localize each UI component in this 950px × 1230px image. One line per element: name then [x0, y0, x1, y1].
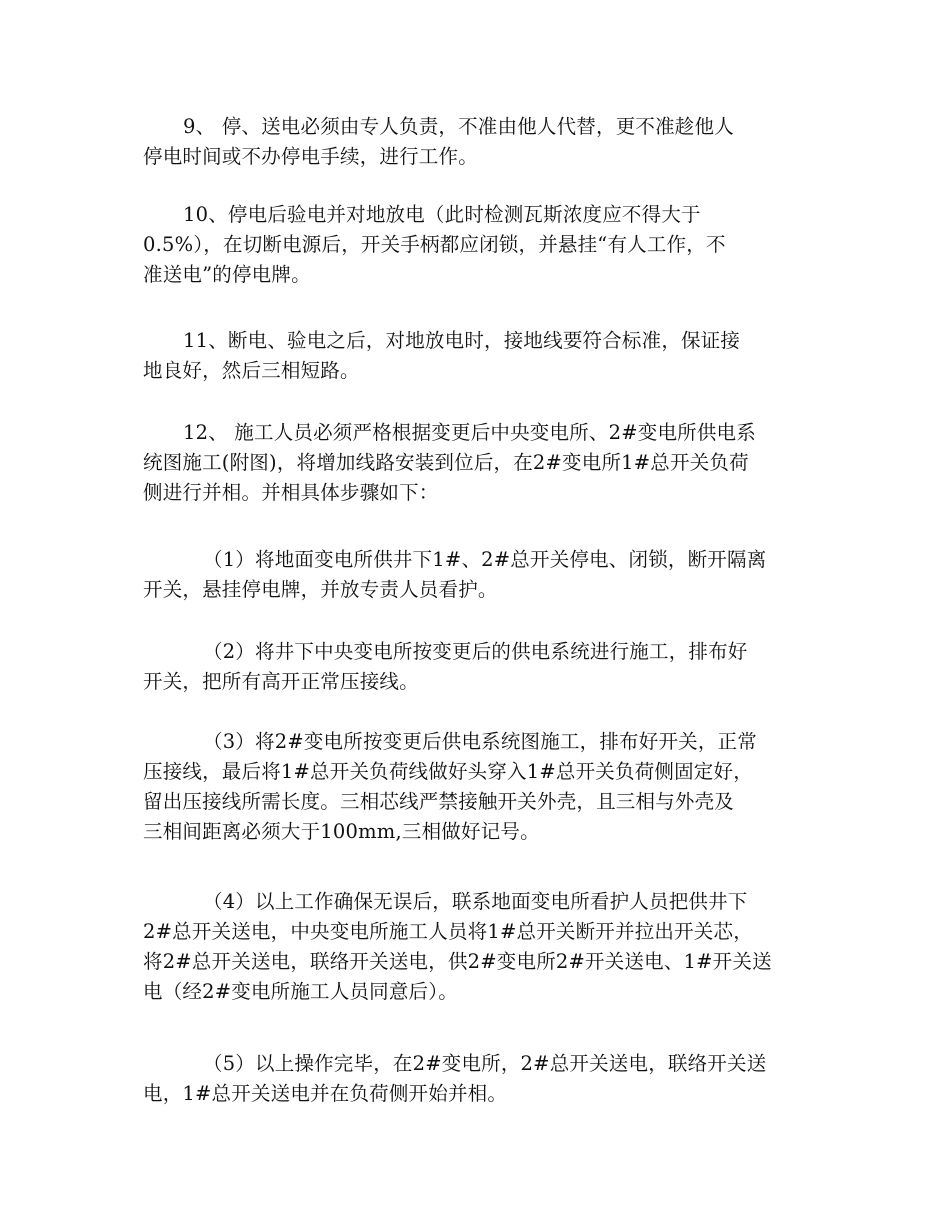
- step-5: [143, 1049, 813, 1109]
- paragraph-10: [143, 200, 813, 290]
- text-line: 压接线，最后将1#总开关负荷线做好头穿入1#总开关负荷侧固定好，: [143, 760, 753, 783]
- text-line: 三相间距离必须大于100mm,三相做好记号。: [143, 820, 540, 843]
- paragraph-9: [143, 112, 813, 172]
- text-line: 将2#总开关送电，联络开关送电，供2#变电所2#开关送电、1#开关送: [143, 950, 772, 973]
- text-line: 9、 停、送电必须由专人负责，不准由他人代替，更不准趁他人: [183, 115, 734, 138]
- text-line: 电（经2#变电所施工人员同意后）。: [143, 980, 458, 1003]
- text-line: （2）将井下中央变电所按变更后的供电系统进行施工，排布好: [203, 640, 748, 663]
- text-line: （5）以上操作完毕，在2#变电所，2#总开关送电，联络开关送: [203, 1052, 767, 1075]
- step-4: [143, 887, 813, 1007]
- paragraph-11: [143, 326, 813, 386]
- text-line: 10、停电后验电并对地放电（此时检测瓦斯浓度应不得大于: [183, 203, 701, 226]
- text-line: （4）以上工作确保无误后，联系地面变电所看护人员把供井下: [203, 890, 748, 913]
- text-line: 2#总开关送电，中央变电所施工人员将1#总开关断开并拉出开关芯，: [143, 920, 753, 943]
- text-line: 开关，把所有高开正常压接线。: [143, 670, 419, 693]
- text-line: 留出压接线所需长度。三相芯线严禁接触开关外壳，且三相与外壳及: [143, 790, 735, 813]
- text-line: 侧进行并相。并相具体步骤如下：: [143, 481, 439, 504]
- text-line: 停电时间或不办停电手续，进行工作。: [143, 145, 478, 168]
- text-line: 电，1#总开关送电并在负荷侧开始并相。: [143, 1082, 508, 1105]
- text-line: 11、断电、验电之后，对地放电时，接地线要符合标准，保证接: [183, 329, 741, 352]
- step-3: [143, 727, 813, 847]
- text-line: （3）将2#变电所按变更后供电系统图施工，排布好开关，正常: [203, 730, 757, 753]
- text-line: （1）将地面变电所供井下1#、2#总开关停电、闭锁，断开隔离: [203, 548, 767, 571]
- text-line: 准送电”的停电牌。: [143, 263, 311, 286]
- text-line: 统图施工(附图)，将增加线路安装到位后，在2#变电所1#总开关负荷: [143, 451, 749, 474]
- paragraph-12: [143, 418, 813, 508]
- text-line: 地良好，然后三相短路。: [143, 359, 360, 382]
- text-line: 12、 施工人员必须严格根据变更后中央变电所、2#变电所供电系: [183, 421, 756, 444]
- text-line: 开关，悬挂停电牌，并放专责人员看护。: [143, 578, 498, 601]
- step-2: [143, 637, 813, 697]
- text-line: 0.5%），在切断电源后，开关手柄都应闭锁，并悬挂“有人工作，不: [143, 233, 726, 256]
- step-1: [143, 545, 813, 605]
